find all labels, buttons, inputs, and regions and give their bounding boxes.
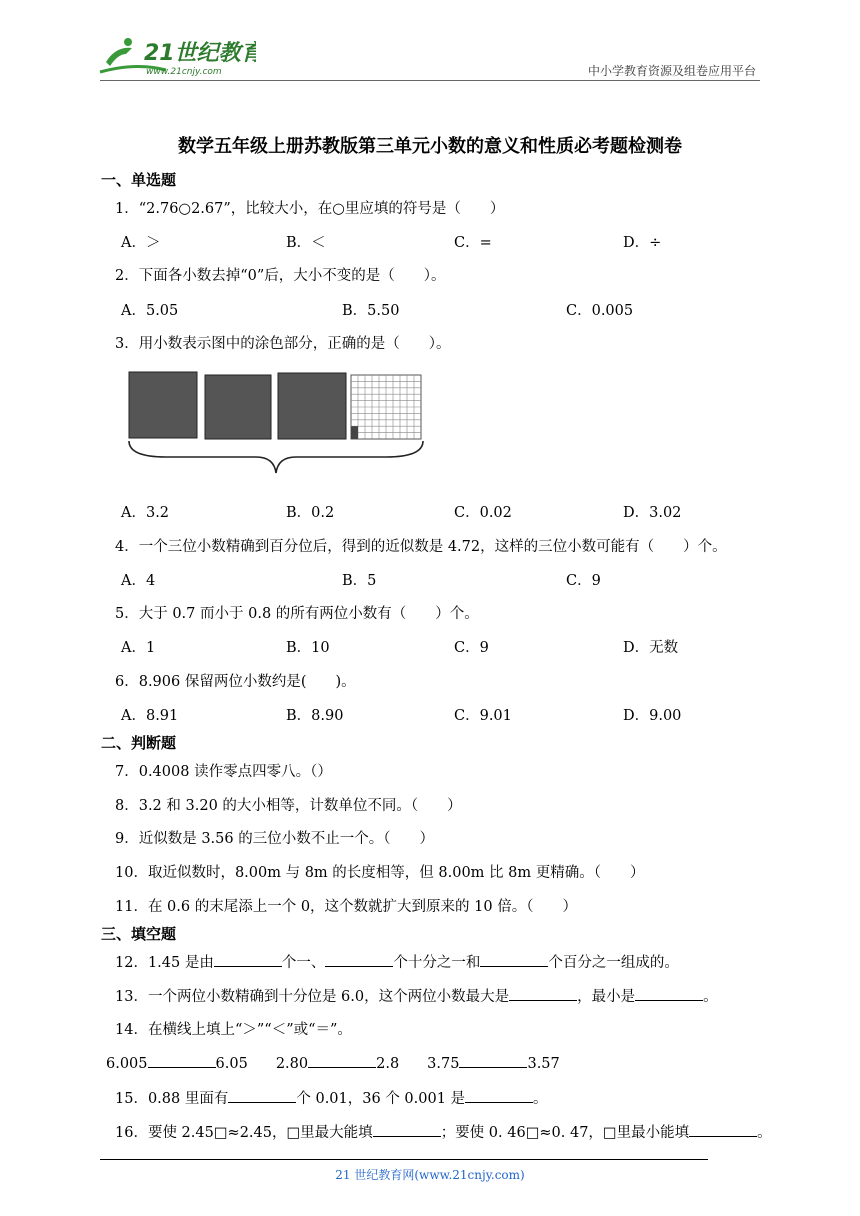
- question-8: 8．3.2 和 3.20 的大小相等，计数单位不同。（ ）: [115, 798, 462, 814]
- q2-option-a: A．5.05: [121, 303, 179, 319]
- q1-option-b: B．＜: [286, 235, 326, 251]
- question-1: 1．“2.76○2.67”，比较大小，在○里应填的符号是（ ）: [115, 201, 505, 217]
- question-16: [115, 1121, 772, 1142]
- question-7: 7．0.4008 读作零点四零八。（）: [115, 764, 332, 780]
- question-3: 3．用小数表示图中的涂色部分，正确的是（ ）。: [115, 336, 451, 352]
- document-title: 数学五年级上册苏教版第三单元小数的意义和性质必考题检测卷: [178, 136, 682, 157]
- footer-link[interactable]: 21 世纪教育网(www.21cnjy.com): [335, 1168, 525, 1182]
- question-6: 6．8.906 保留两位小数约是( )。: [115, 674, 356, 690]
- question-15: [115, 1087, 548, 1108]
- question-10: 10．取近似数时，8.00m 与 8m 的长度相等，但 8.00m 比 8m 更精确。（ ）: [115, 865, 645, 881]
- answer-blank[interactable]: [373, 1122, 441, 1137]
- q6-option-a: A．8.91: [121, 708, 179, 724]
- q2-option-b: B．5.50: [342, 303, 400, 319]
- q3-option-d: D．3.02: [623, 505, 682, 521]
- q15-part-a: 15．0.88 里面有: [115, 1091, 229, 1107]
- q12-part-b: 个一、: [281, 955, 326, 971]
- q13-part-c: 。: [703, 989, 718, 1005]
- q12-part-d: 个百分之一组成的。: [548, 955, 679, 971]
- q3-option-a: A．3.2: [121, 505, 170, 521]
- question-4: 4．一个三位小数精确到百分位后，得到的近似数是 4.72，这样的三位小数可能有（ ）个。: [115, 539, 727, 555]
- logo-url: www.21cnjy.com: [146, 67, 222, 77]
- q3-option-c: C．0.02: [454, 505, 512, 521]
- q6-option-d: D．9.00: [623, 708, 682, 724]
- question-14-comparisons: [106, 1053, 560, 1072]
- shaded-square-1: [129, 372, 197, 438]
- hundred-grid: [351, 375, 421, 439]
- q14-left-1: 6.005: [106, 1056, 148, 1072]
- q16-part-b: ；要使 0. 46□≈0. 47，□里最小能填: [440, 1125, 690, 1141]
- question-11: 11．在 0.6 的末尾添上一个 0，这个数就扩大到原来的 10 倍。（ ）: [115, 899, 577, 915]
- q16-part-c: 。: [757, 1125, 772, 1141]
- q3-option-b: B．0.2: [286, 505, 335, 521]
- q13-part-a: 13．一个两位小数精确到十分位是 6.0，这个两位小数最大是: [115, 989, 510, 1005]
- q5-option-b: B．10: [286, 640, 330, 656]
- q14-right-1: 6.05: [215, 1056, 248, 1072]
- shaded-squares-figure: [126, 369, 426, 484]
- question-5: 5．大于 0.7 而小于 0.8 的所有两位小数有（ ）个。: [115, 606, 479, 622]
- section-heading-true-false: 二、判断题: [101, 734, 177, 752]
- answer-blank[interactable]: [635, 986, 703, 1001]
- q14-left-3: 3.75: [427, 1056, 460, 1072]
- answer-blank[interactable]: [465, 1088, 533, 1103]
- answer-blank[interactable]: [480, 952, 548, 967]
- footer-divider: [100, 1159, 708, 1160]
- q6-option-b: B．8.90: [286, 708, 344, 724]
- q5-option-d: D．无数: [623, 640, 679, 656]
- answer-blank[interactable]: [148, 1053, 216, 1068]
- question-9: 9．近似数是 3.56 的三位小数不止一个。（ ）: [115, 831, 434, 847]
- q1-option-c: C．=: [454, 235, 492, 251]
- brand-logo: [96, 32, 256, 80]
- answer-blank[interactable]: [228, 1088, 296, 1103]
- answer-blank[interactable]: [689, 1122, 757, 1137]
- site-name: 中小学教育资源及组卷应用平台: [587, 64, 756, 78]
- logo-text: 21世纪教育: [144, 41, 256, 66]
- q14-right-2: 2.8: [376, 1056, 400, 1072]
- shaded-cells: [351, 426, 358, 439]
- answer-blank[interactable]: [509, 986, 577, 1001]
- question-13: [115, 985, 718, 1006]
- brace: [129, 441, 423, 473]
- q4-option-b: B．5: [342, 573, 377, 589]
- header-divider: [100, 80, 760, 81]
- q1-option-a: A．＞: [121, 235, 161, 251]
- q1-option-d: D．÷: [623, 235, 662, 251]
- q12-part-c: 个十分之一和: [393, 955, 481, 971]
- q15-part-c: 。: [533, 1091, 548, 1107]
- q2-option-c: C．0.005: [566, 303, 634, 319]
- question-12: [115, 951, 679, 972]
- q12-part-a: 12．1.45 是由: [115, 955, 214, 971]
- q13-part-b: ，最小是: [577, 989, 636, 1005]
- answer-blank[interactable]: [459, 1053, 527, 1068]
- q4-option-a: A．4: [121, 573, 156, 589]
- q5-option-a: A．1: [121, 640, 156, 656]
- answer-blank[interactable]: [308, 1053, 376, 1068]
- q14-left-2: 2.80: [275, 1056, 309, 1072]
- answer-blank[interactable]: [214, 952, 282, 967]
- answer-blank[interactable]: [325, 952, 393, 967]
- q15-part-b: 个 0.01，36 个 0.001 是: [296, 1091, 466, 1107]
- q16-part-a: 16．要使 2.45□≈2.45，□里最大能填: [115, 1125, 373, 1141]
- q14-right-3: 3.57: [527, 1056, 560, 1072]
- question-2: 2．下面各小数去掉“0”后，大小不变的是（ ）。: [115, 268, 446, 284]
- q6-option-c: C．9.01: [454, 708, 512, 724]
- shaded-square-3: [278, 373, 346, 439]
- q5-option-c: C．9: [454, 640, 489, 656]
- q4-option-c: C．9: [566, 573, 601, 589]
- section-heading-single-choice: 一、单选题: [101, 171, 177, 189]
- section-heading-fill-blank: 三、填空题: [101, 925, 177, 943]
- question-14: 14．在横线上填上“＞”“＜”或“＝”。: [115, 1022, 352, 1038]
- shaded-square-2: [205, 375, 271, 439]
